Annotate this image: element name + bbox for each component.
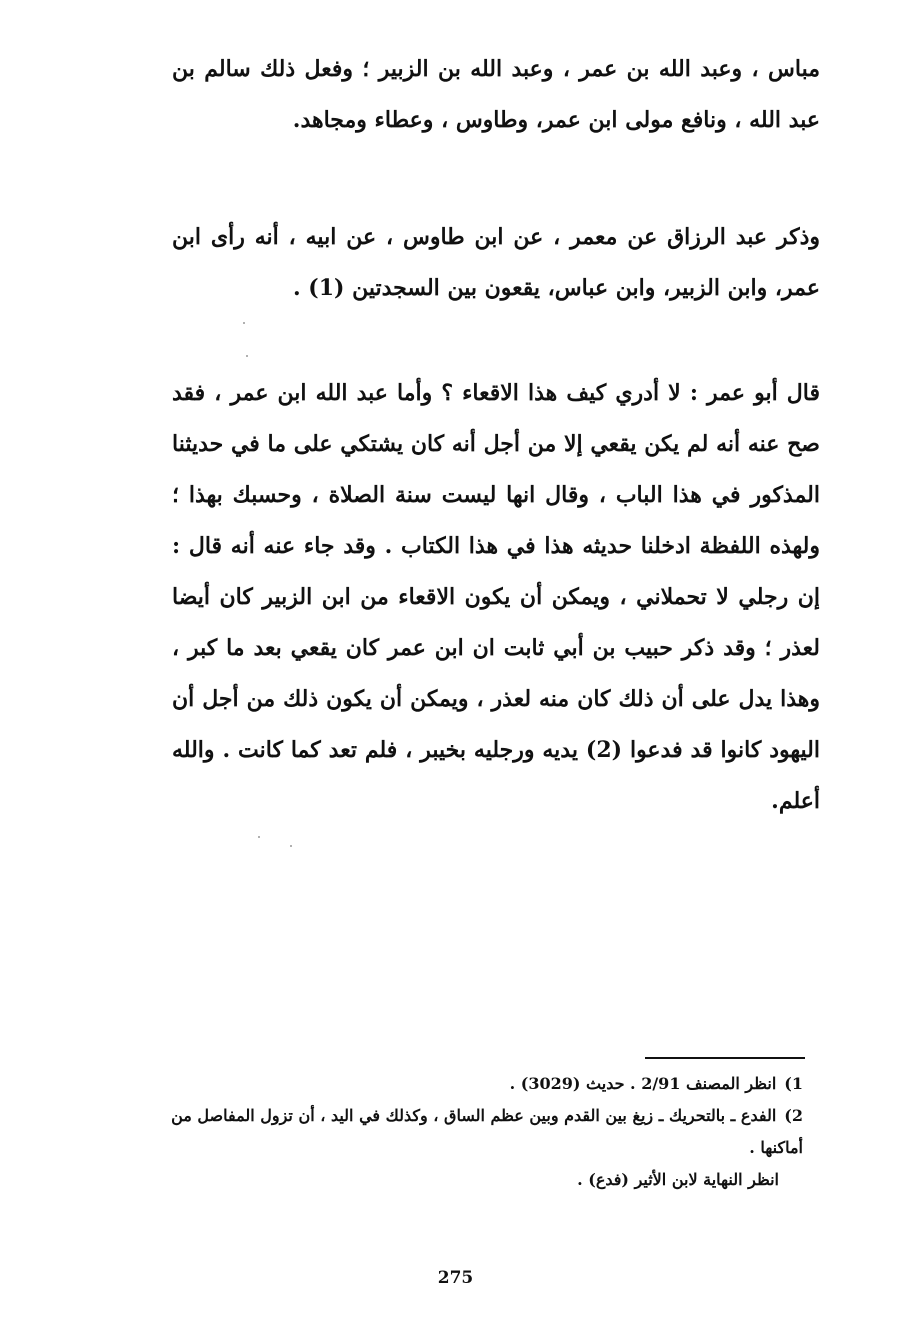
footnote-1 bbox=[168, 1068, 803, 1100]
scan-speck bbox=[258, 836, 260, 838]
footnote-separator bbox=[645, 1057, 805, 1059]
footnote-2 bbox=[168, 1100, 803, 1164]
footnote-text: انظر المصنف 2/91 . حديث (3029) . bbox=[509, 1074, 777, 1093]
footnote-reference bbox=[168, 1164, 803, 1196]
footnotes bbox=[168, 1068, 803, 1196]
footnote-number: 1) bbox=[784, 1074, 803, 1093]
footnote-text: انظر النهاية لابن الأثير (فدع) . bbox=[577, 1170, 779, 1189]
scan-speck bbox=[243, 322, 245, 324]
footnote-number: 2) bbox=[784, 1106, 803, 1125]
paragraph-2: وذكر عبد الرزاق عن معمر ، عن ابن طاوس ، عن ابيه ، أنه رأى ابن عمر، وابن الزبير، وابن عباس، يقعون بين السجدتين (1) . bbox=[172, 224, 820, 301]
paragraph-3: قال أبو عمر : لا أدري كيف هذا الاقعاء ؟ وأما عبد الله ابن عمر ، فقد صح عنه أنه لم يكن يقعي إلا من أجل أنه كان يشتكي على ما في حديثنا المذكور في هذا الباب ، وقال انها ليست سنة الصلاة ، وحسبك بهذا ؛ ولهذه اللفظة ادخلنا حديثه هذا في هذا الكتاب . وقد جاء عنه أنه قال : إن رجلي لا تحملاني ، ويمكن أن يكون الاقعاء من ابن الزبير كان أيضا لعذر ؛ وقد ذكر حبيب بن أبي ثابت ان ابن عمر كان يقعي بعد ما كبر ، وهذا يدل على أن ذلك كان منه لعذر ، ويمكن أن يكون ذلك من أجل أن اليهود كانوا قد فدعوا (2) يديه ورجليه بخيبر ، فلم تعد كما كانت . والله أعلم. bbox=[172, 380, 820, 814]
page-number: 275 bbox=[437, 1268, 474, 1288]
footnote-text: الفدع ـ بالتحريك ـ زيغ بين القدم وبين عظم الساق ، وكذلك في اليد ، أن تزول المفاصل من أماكنها . bbox=[171, 1106, 803, 1157]
scan-speck bbox=[290, 845, 292, 847]
paragraph-1: مباس ، وعبد الله بن عمر ، وعبد الله بن الزبير ؛ وفعل ذلك سالم بن عبد الله ، ونافع مولى ابن عمر، وطاوس ، وعطاء ومجاهد. bbox=[172, 56, 820, 133]
scan-speck bbox=[246, 355, 248, 357]
